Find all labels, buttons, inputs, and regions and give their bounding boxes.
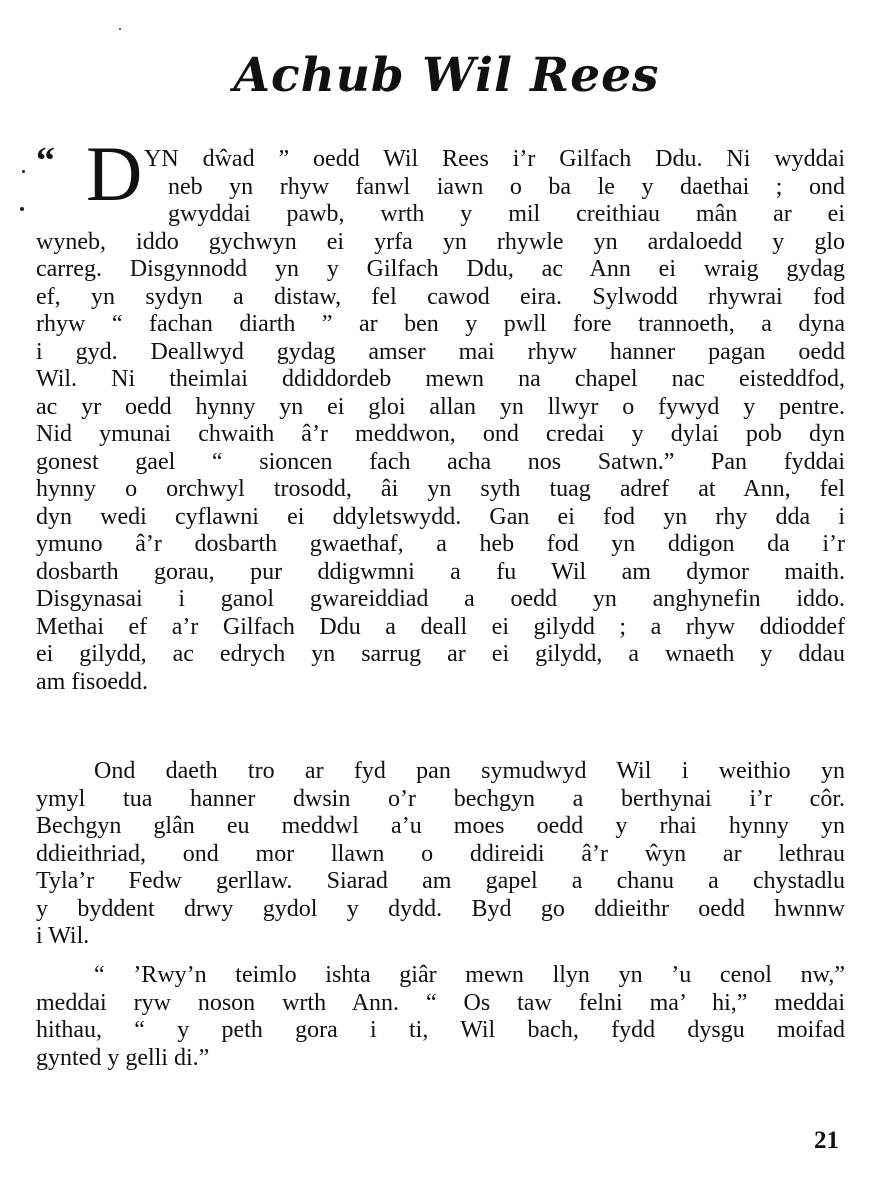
text-line: am fisoedd.: [36, 668, 148, 695]
text-line: Ond daeth tro ar fyd pan symudwyd Wil i weithio yn: [94, 758, 845, 784]
text-line: dosbarth gorau, pur ddigwmni a fu Wil am dymor maith.: [36, 558, 845, 585]
text-line: meddai ryw noson wrth Ann. “ Os taw felni ma’ hi,” meddai: [36, 989, 845, 1016]
text-line: Nid ymunai chwaith â’r meddwon, ond credai y dylai pob dyn: [36, 421, 845, 447]
text-line: wyneb, iddo gychwyn ei yrfa yn rhywle yn ardaloedd y glo: [36, 228, 845, 255]
text-line: ddieithriad, ond mor llawn o ddireidi â’r ŵyn ar lethrau: [36, 840, 845, 867]
text-line: y byddent drwy gydol y dydd. Byd go ddieithr oedd hwnnw: [36, 895, 845, 922]
text-line: i Wil.: [36, 923, 90, 949]
text-line: ymuno â’r dosbarth gwaethaf, a heb fod yn ddigon da i’r: [36, 531, 845, 557]
text-line: Wil. Ni theimlai ddiddordeb mewn na chapel nac eisteddfod,: [36, 366, 845, 392]
text-line: Disgynasai i ganol gwareiddiad a oedd yn anghynefin iddo.: [36, 586, 845, 612]
text-line: rhyw “ fachan diarth ” ar ben y pwll fore trannoeth, a dyna: [36, 311, 845, 337]
paragraph-3: [36, 962, 845, 1072]
text-line: ymyl tua hanner dwsin o’r bechgyn a berthynai i’r côr.: [36, 785, 845, 812]
page-number: 21: [814, 1127, 839, 1154]
text-line: gonest gael “ sioncen fach acha nos Satwn.” Pan fyddai: [36, 448, 845, 475]
text-line: ei gilydd, ac edrych yn sarrug ar ei gilydd, a wnaeth y ddau: [36, 641, 845, 667]
opening-quote-mark: “: [36, 140, 55, 182]
print-speck: [20, 207, 24, 211]
print-speck: [119, 28, 121, 30]
text-line: hithau, “ y peth gora i ti, Wil bach, fydd dysgu moifad: [36, 1017, 845, 1043]
print-speck: [22, 170, 25, 173]
text-line: neb yn rhyw fanwl iawn o ba le y daethai ; ond: [168, 173, 845, 200]
text-line: carreg. Disgynnodd yn y Gilfach Ddu, ac Ann ei wraig gydag: [36, 256, 845, 282]
text-line: i gyd. Deallwyd gydag amser mai rhyw hanner pagan oedd: [36, 338, 845, 365]
paragraph-opening: [36, 130, 845, 696]
text-line: gynted y gelli di.”: [36, 1044, 210, 1071]
text-line: gwyddai pawb, wrth y mil creithiau mân ar ei: [168, 201, 845, 227]
text-line: hynny o orchwyl trosodd, âi yn syth tuag adref at Ann, fel: [36, 476, 845, 502]
text-line: ef, yn sydyn a distaw, fel cawod eira. Sylwodd rhywrai fod: [36, 283, 845, 310]
text-line: ac yr oedd hynny yn ei gloi allan yn llwyr o fywyd y pentre.: [36, 393, 845, 420]
text-line: Tyla’r Fedw gerllaw. Siarad am gapel a chanu a chystadlu: [36, 868, 845, 894]
text-line: YN dŵad ” oedd Wil Rees i’r Gilfach Ddu. Ni wyddai: [144, 146, 845, 172]
text-line: “ ’Rwy’n teimlo ishta giâr mewn llyn yn ’u cenol nw,”: [94, 962, 845, 988]
paragraph-2: [36, 758, 845, 951]
drop-cap-letter: D: [86, 130, 143, 217]
page-title: Achub Wil Rees: [233, 48, 660, 103]
text-line: Methai ef a’r Gilfach Ddu a deall ei gilydd ; a rhyw ddioddef: [36, 613, 845, 640]
text-line: Bechgyn glân eu meddwl a’u moes oedd y rhai hynny yn: [36, 813, 845, 839]
text-line: dyn wedi cyflawni ei ddyletswydd. Gan ei fod yn rhy dda i: [36, 503, 845, 530]
